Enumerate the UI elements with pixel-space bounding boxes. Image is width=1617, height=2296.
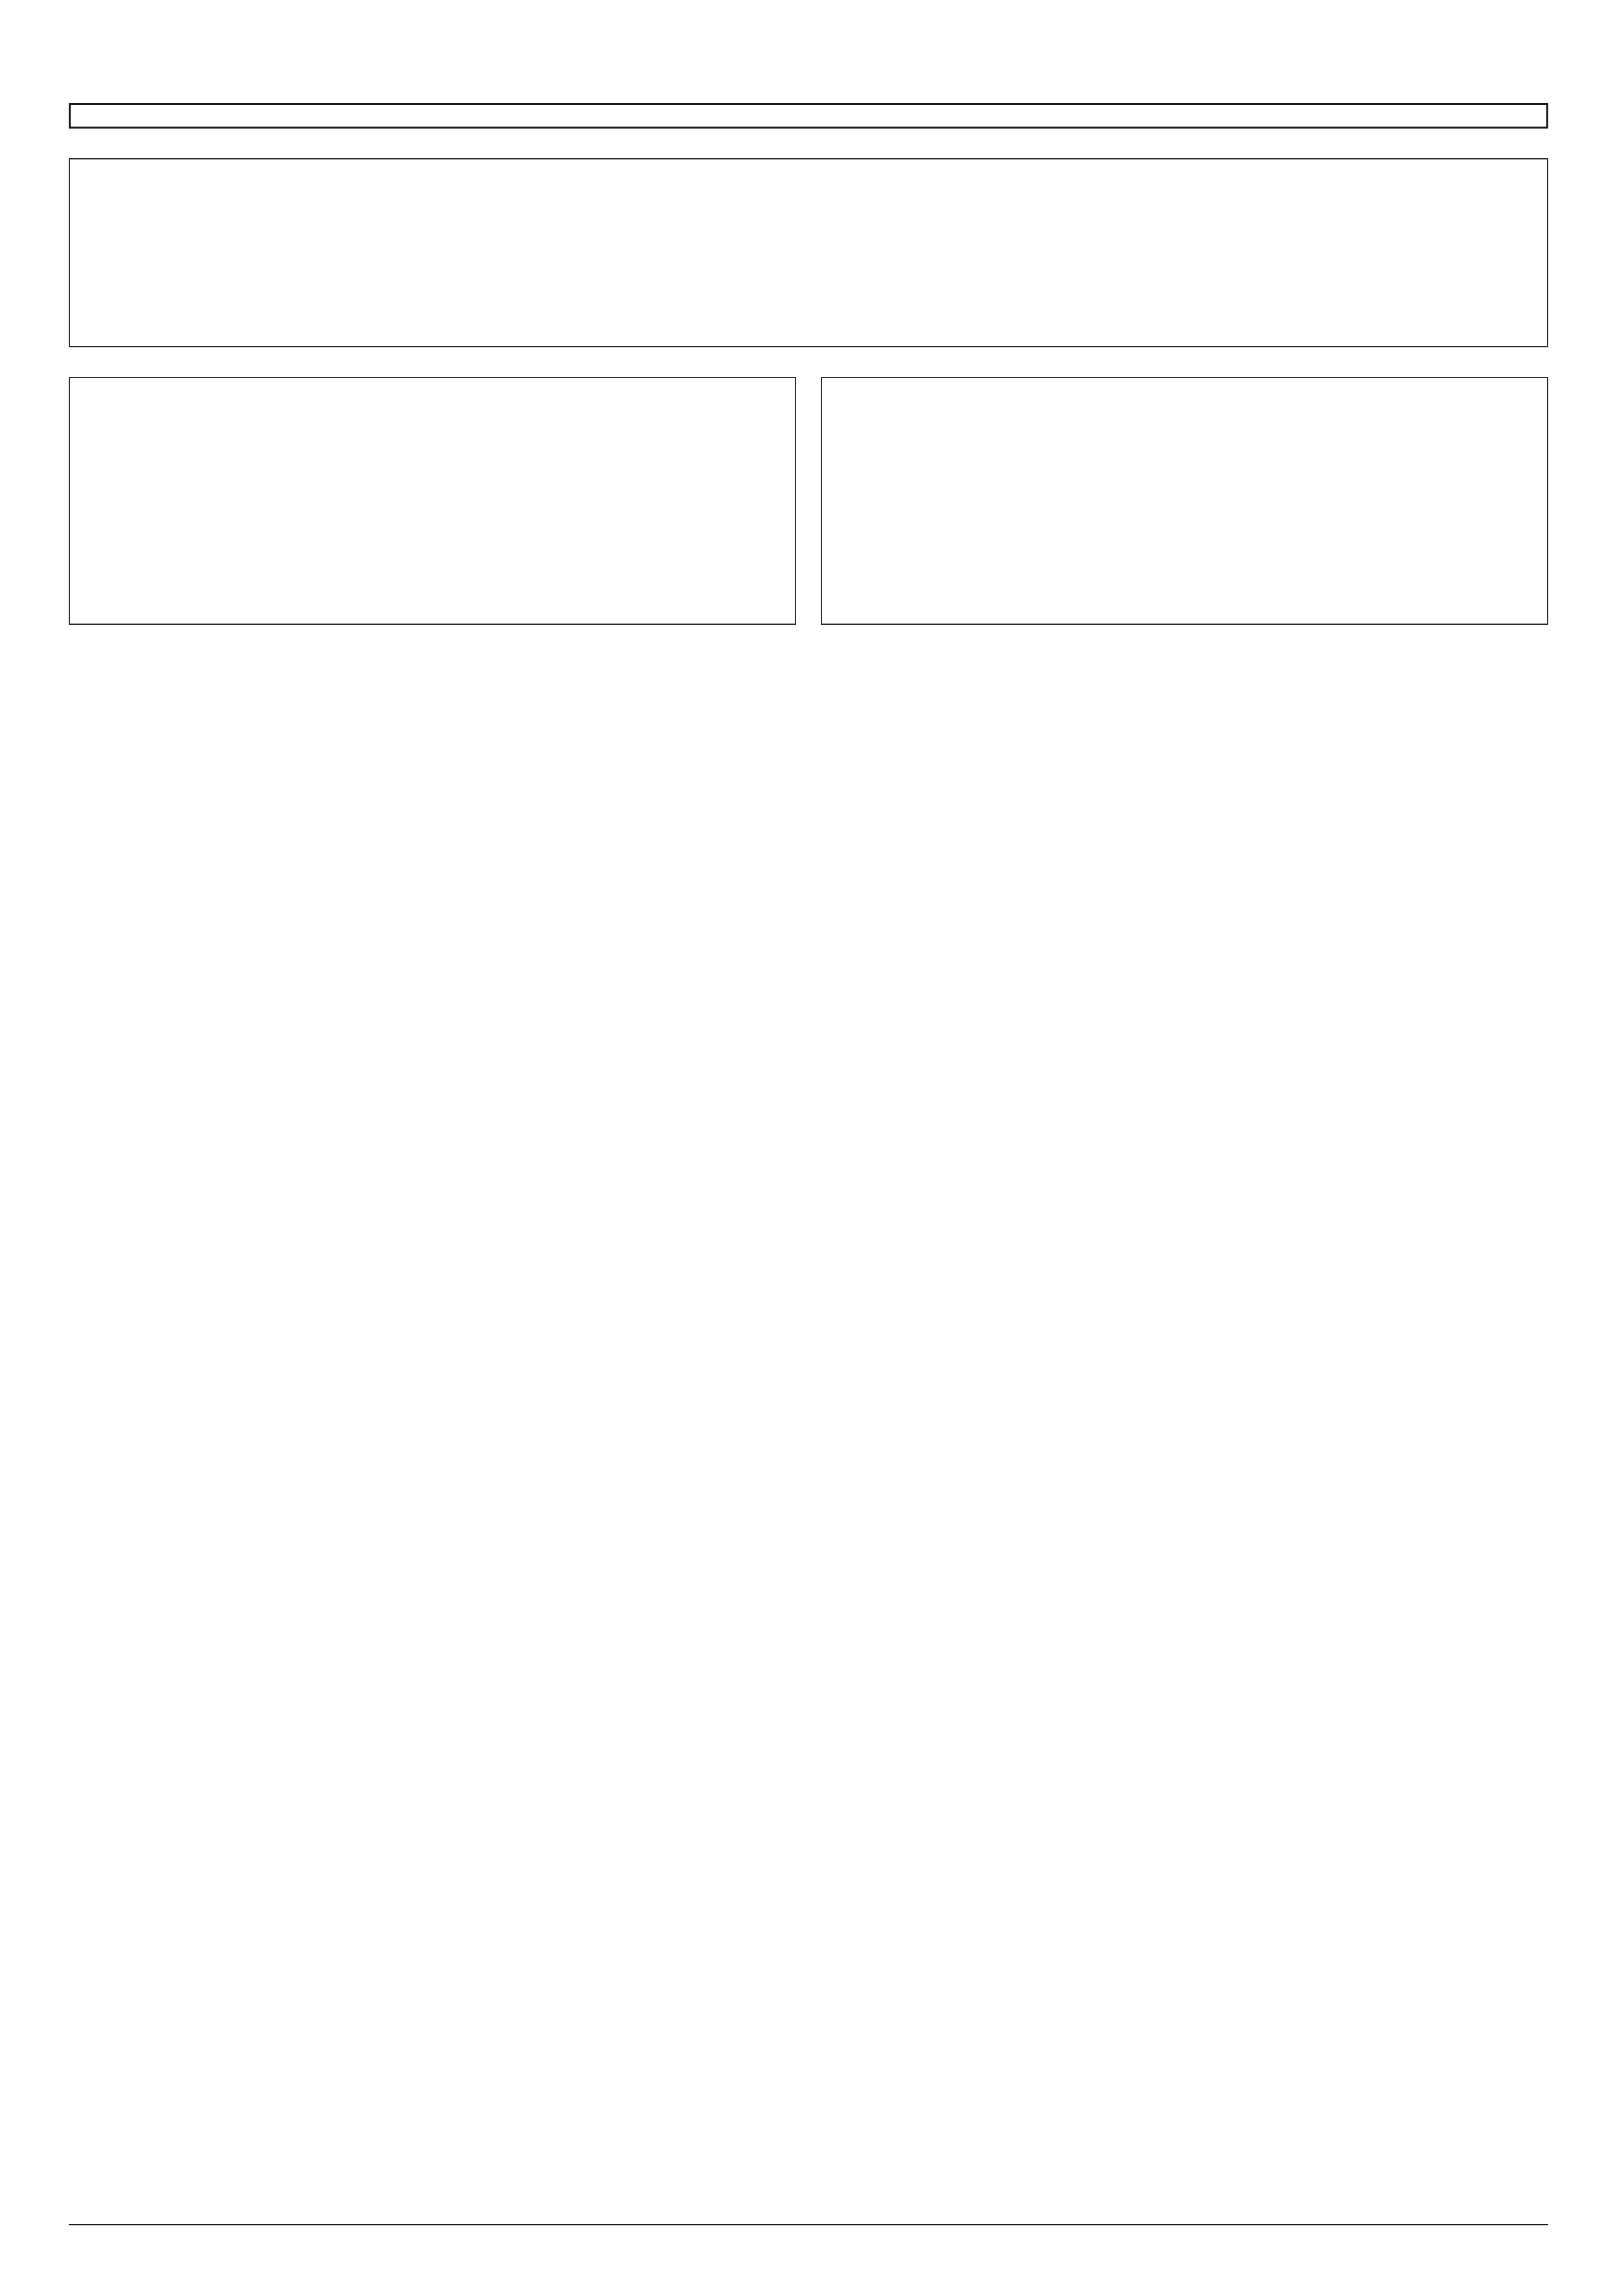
panel-left [69,377,796,625]
panel-grid [69,377,1548,625]
page-footer [69,2224,1548,2237]
main-section [69,158,1548,347]
page-header [69,59,1548,103]
page-title [69,103,1548,129]
panel-right [821,377,1548,625]
